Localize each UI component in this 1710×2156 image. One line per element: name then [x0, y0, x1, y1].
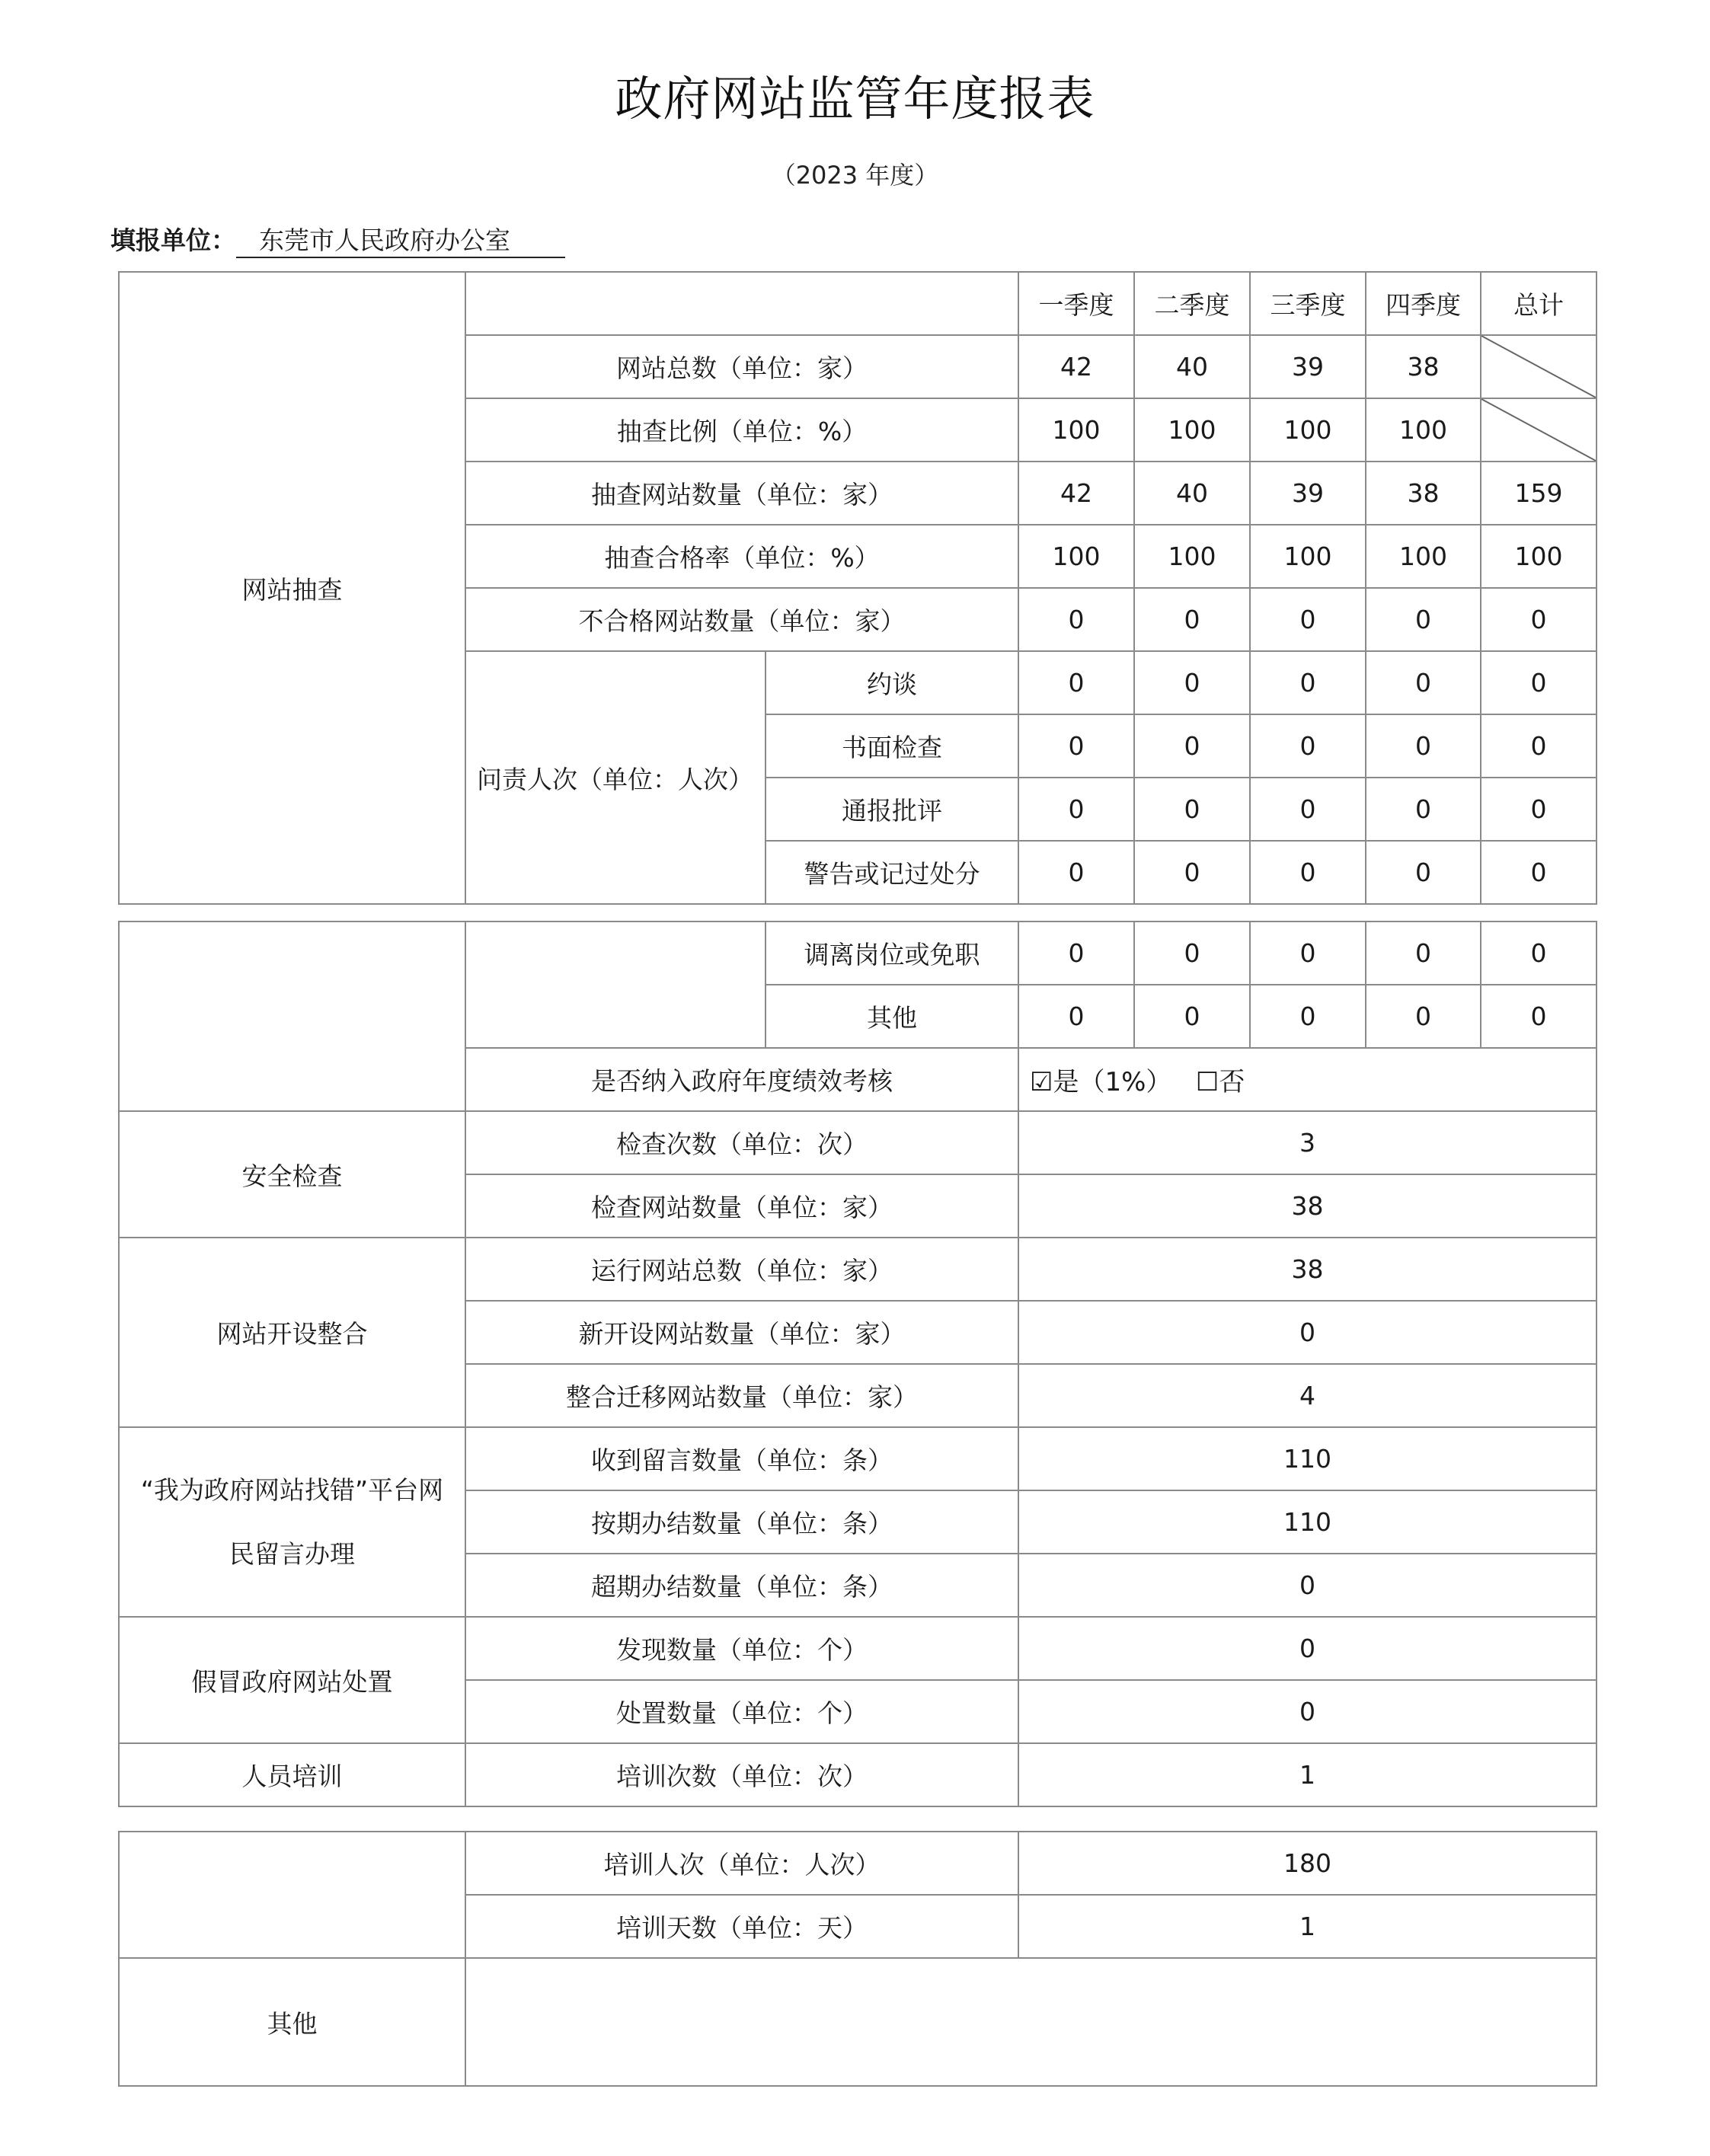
other-value — [465, 1958, 1597, 2086]
training-table — [118, 1831, 1597, 2087]
section-blank — [119, 1832, 465, 1958]
cell-total: 0 — [1481, 985, 1597, 1048]
row-value: 1 — [1018, 1895, 1597, 1958]
row-value: 180 — [1018, 1832, 1597, 1895]
cell-total: 0 — [1481, 921, 1597, 985]
row-value: 3 — [1018, 1111, 1597, 1174]
accountability-blank — [465, 921, 766, 1048]
row-label: 不合格网站数量（单位：家） — [465, 588, 1018, 651]
report-year: （2023 年度） — [771, 161, 939, 190]
row-value: 110 — [1018, 1490, 1597, 1554]
row-value: 0 — [1018, 1301, 1597, 1364]
row-label: 约谈 — [766, 651, 1018, 714]
cell-total: 0 — [1481, 841, 1597, 904]
cell-q4: 0 — [1366, 841, 1481, 904]
header-q4: 四季度 — [1366, 272, 1481, 335]
row-label: 按期办结数量（单位：条） — [465, 1490, 1018, 1554]
cell-q4: 38 — [1366, 462, 1481, 525]
row-value: 38 — [1018, 1174, 1597, 1238]
performance-yes-checkbox[interactable]: ☑是（1%） — [1030, 1067, 1172, 1097]
section-blank — [119, 921, 465, 1111]
row-value: 1 — [1018, 1743, 1597, 1806]
row-label: 抽查合格率（单位：%） — [465, 525, 1018, 588]
header-blank — [465, 272, 1018, 335]
section-integration: 网站开设整合 — [119, 1238, 465, 1427]
cell-q3: 0 — [1250, 841, 1366, 904]
performance-no-checkbox[interactable]: ☐否 — [1195, 1067, 1245, 1097]
header-row — [119, 272, 1597, 335]
cell-total: 100 — [1481, 525, 1597, 588]
reporting-unit-value: 东莞市人民政府办公室 — [236, 225, 565, 258]
row-label: 培训次数（单位：次） — [465, 1743, 1018, 1806]
cell-q1: 0 — [1018, 714, 1134, 778]
row-label: 培训天数（单位：天） — [465, 1895, 1018, 1958]
cell-q1: 100 — [1018, 398, 1134, 462]
section-security: 安全检查 — [119, 1111, 465, 1238]
row-label: 抽查比例（单位：%） — [465, 398, 1018, 462]
cell-q3: 100 — [1250, 525, 1366, 588]
cell-total-na — [1481, 335, 1597, 398]
table-row — [119, 921, 1597, 985]
section-spot-check: 网站抽查 — [119, 272, 465, 904]
row-value: 0 — [1018, 1617, 1597, 1680]
section-messages: “我为政府网站找错”平台网民留言办理 — [119, 1427, 465, 1617]
row-label: 收到留言数量（单位：条） — [465, 1427, 1018, 1490]
section-other: 其他 — [119, 1958, 465, 2086]
cell-q1: 0 — [1018, 841, 1134, 904]
cell-q2: 40 — [1134, 335, 1250, 398]
cell-total-na — [1481, 398, 1597, 462]
cell-q4: 0 — [1366, 985, 1481, 1048]
cell-q2: 100 — [1134, 398, 1250, 462]
cell-q1: 0 — [1018, 985, 1134, 1048]
row-label: 培训人次（单位：人次） — [465, 1832, 1018, 1895]
cell-q2: 0 — [1134, 841, 1250, 904]
row-label: 抽查网站数量（单位：家） — [465, 462, 1018, 525]
cell-total: 0 — [1481, 714, 1597, 778]
accountability-label: 问责人次（单位：人次） — [465, 651, 766, 904]
table-row — [119, 1427, 1597, 1490]
row-label: 整合迁移网站数量（单位：家） — [465, 1364, 1018, 1427]
cell-q2: 0 — [1134, 651, 1250, 714]
reporting-unit — [110, 222, 565, 259]
cell-q2: 100 — [1134, 525, 1250, 588]
cell-q3: 0 — [1250, 651, 1366, 714]
row-label: 发现数量（单位：个） — [465, 1617, 1018, 1680]
cell-q4: 0 — [1366, 588, 1481, 651]
cell-q4: 0 — [1366, 651, 1481, 714]
cell-q1: 42 — [1018, 335, 1134, 398]
row-label: 检查次数（单位：次） — [465, 1111, 1018, 1174]
performance-value — [1018, 1048, 1597, 1111]
reporting-unit-label: 填报单位： — [110, 225, 236, 255]
cell-total: 0 — [1481, 588, 1597, 651]
cell-q1: 0 — [1018, 778, 1134, 841]
cell-total: 0 — [1481, 778, 1597, 841]
cell-q2: 0 — [1134, 714, 1250, 778]
table-row — [119, 1111, 1597, 1174]
page-title: 政府网站监管年度报表 — [615, 71, 1095, 126]
cell-q3: 0 — [1250, 778, 1366, 841]
cell-q4: 0 — [1366, 921, 1481, 985]
cell-q3: 39 — [1250, 462, 1366, 525]
row-value: 0 — [1018, 1554, 1597, 1617]
table-row — [119, 1238, 1597, 1301]
row-label: 超期办结数量（单位：条） — [465, 1554, 1018, 1617]
header-total: 总计 — [1481, 272, 1597, 335]
cell-q4: 100 — [1366, 525, 1481, 588]
cell-q3: 0 — [1250, 921, 1366, 985]
header-q3: 三季度 — [1250, 272, 1366, 335]
table-row — [119, 1743, 1597, 1806]
header-q1: 一季度 — [1018, 272, 1134, 335]
row-label: 通报批评 — [766, 778, 1018, 841]
cell-q1: 0 — [1018, 651, 1134, 714]
row-label: 警告或记过处分 — [766, 841, 1018, 904]
section-training: 人员培训 — [119, 1743, 465, 1806]
table-row — [119, 1617, 1597, 1680]
row-label: 其他 — [766, 985, 1018, 1048]
cell-q3: 0 — [1250, 714, 1366, 778]
cell-q3: 0 — [1250, 985, 1366, 1048]
cell-q2: 40 — [1134, 462, 1250, 525]
cell-total: 159 — [1481, 462, 1597, 525]
cell-q1: 0 — [1018, 588, 1134, 651]
cell-q4: 100 — [1366, 398, 1481, 462]
row-label: 新开设网站数量（单位：家） — [465, 1301, 1018, 1364]
cell-q1: 100 — [1018, 525, 1134, 588]
cell-q2: 0 — [1134, 778, 1250, 841]
cell-total: 0 — [1481, 651, 1597, 714]
row-value: 110 — [1018, 1427, 1597, 1490]
row-value: 4 — [1018, 1364, 1597, 1427]
performance-label: 是否纳入政府年度绩效考核 — [465, 1048, 1018, 1111]
cell-q1: 42 — [1018, 462, 1134, 525]
row-label: 调离岗位或免职 — [766, 921, 1018, 985]
cell-q3: 0 — [1250, 588, 1366, 651]
cell-q4: 0 — [1366, 778, 1481, 841]
header-q2: 二季度 — [1134, 272, 1250, 335]
row-label: 处置数量（单位：个） — [465, 1680, 1018, 1743]
row-label: 运行网站总数（单位：家） — [465, 1238, 1018, 1301]
main-report-table — [118, 921, 1597, 1807]
cell-q2: 0 — [1134, 588, 1250, 651]
cell-q1: 0 — [1018, 921, 1134, 985]
cell-q3: 100 — [1250, 398, 1366, 462]
cell-q2: 0 — [1134, 985, 1250, 1048]
row-value: 38 — [1018, 1238, 1597, 1301]
spot-check-table — [118, 271, 1597, 905]
row-label: 书面检查 — [766, 714, 1018, 778]
table-row — [119, 1832, 1597, 1895]
section-counterfeit: 假冒政府网站处置 — [119, 1617, 465, 1743]
cell-q3: 39 — [1250, 335, 1366, 398]
row-label: 网站总数（单位：家） — [465, 335, 1018, 398]
row-label: 检查网站数量（单位：家） — [465, 1174, 1018, 1238]
cell-q4: 0 — [1366, 714, 1481, 778]
table-row — [119, 1958, 1597, 2086]
row-value: 0 — [1018, 1680, 1597, 1743]
cell-q4: 38 — [1366, 335, 1481, 398]
cell-q2: 0 — [1134, 921, 1250, 985]
